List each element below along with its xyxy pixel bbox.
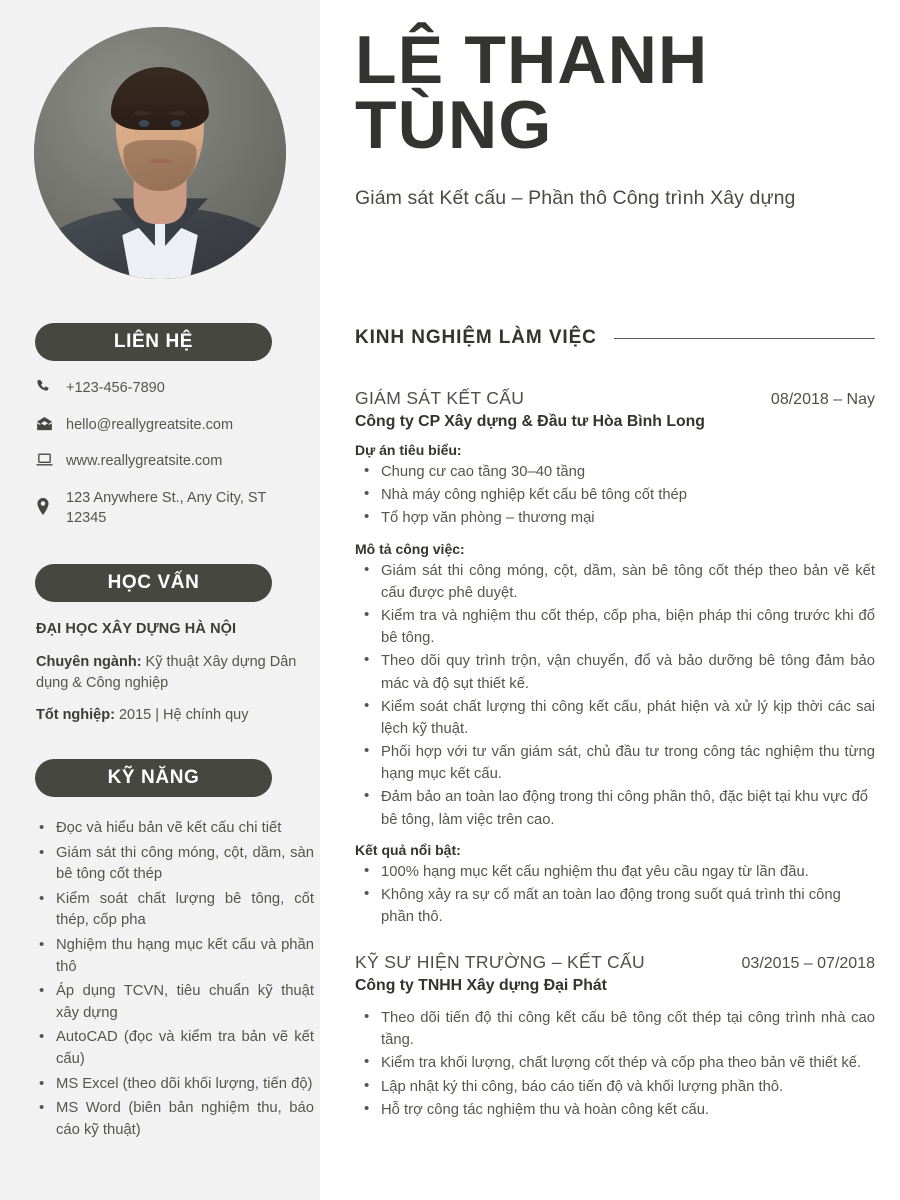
section-header-experience-label: KINH NGHIỆM LÀM VIỆC (355, 327, 597, 348)
experience-duties-label: Mô tả công việc: (355, 540, 465, 557)
skill-item: • Áp dụng TCVN, tiêu chuẩn kỹ thuật xây dựng (36, 981, 314, 1024)
name-line-2: TÙNG (355, 87, 553, 164)
experience-role: GIÁM SÁT KẾT CẤU (355, 388, 525, 408)
contact-phone-value: +123-456-7890 (66, 380, 165, 396)
duty-item: • Phối hợp với tư vấn giám sát, chủ đầu tư trong công tác nghiệm thu từng hạng mục kết cấu. (355, 741, 875, 785)
avatar (34, 27, 286, 279)
experience-duties-list (355, 1007, 875, 1121)
experience-role: KỸ SƯ HIỆN TRƯỜNG – KẾT CẤU (355, 952, 646, 972)
duty-item: • Kiểm tra khối lượng, chất lượng cốt thép và cốp pha theo bản vẽ thiết kế. (355, 1052, 875, 1074)
skill-item: • AutoCAD (đọc và kiểm tra bản vẽ kết cấu) (36, 1027, 314, 1070)
contact-email-value: hello@reallygreatsite.com (66, 416, 234, 433)
duty-item: • Kiểm tra và nghiệm thu cốt thép, cốp pha, biện pháp thi công trước khi đổ bê tông. (355, 605, 875, 649)
section-header-experience (355, 327, 875, 349)
education-major-value: Kỹ thuật Xây dựng Dân dụng & Công nghiệp (36, 654, 297, 692)
skill-item: • Đọc và hiểu bản vẽ kết cấu chi tiết (36, 818, 314, 840)
experience-date: 03/2015 – 07/2018 (741, 955, 875, 972)
page-title (355, 22, 875, 164)
duty-item: • Hỗ trợ công tác nghiệm thu và hoàn công kết cấu. (355, 1099, 875, 1121)
skill-item: • Kiểm soát chất lượng bê tông, cốt thép, cốp pha (36, 889, 314, 932)
duty-item: • Theo dõi tiến độ thi công kết cấu bê tông cốt thép tại công trình nhà cao tầng. (355, 1007, 875, 1051)
experience-company: Công ty TNHH Xây dựng Đại Phát (355, 977, 607, 994)
job-title-subtitle: Giám sát Kết cấu – Phần thô Công trình Xây dựng (355, 186, 796, 209)
experience-entry (355, 388, 875, 929)
result-item: • Không xảy ra sự cố mất an toàn lao động trong suốt quá trình thi công phần thô. (355, 884, 875, 928)
skill-item: • Giám sát thi công móng, cột, dầm, sàn bê tông cốt thép (36, 843, 314, 886)
education-graduation-label: Tốt nghiệp: (36, 707, 115, 724)
duty-item: • Lập nhật ký thi công, báo cáo tiến độ và khối lượng phần thô. (355, 1076, 875, 1098)
experience-date: 08/2018 – Nay (770, 391, 875, 408)
location-icon (36, 488, 66, 515)
section-divider (614, 338, 875, 339)
contact-website-value: www.reallygreatsite.com (66, 453, 223, 470)
experience-header-row (355, 388, 875, 409)
experience-projects-label: Dự án tiêu biểu: (355, 442, 462, 458)
experience-header-row (355, 952, 875, 973)
email-icon (36, 415, 66, 431)
experience-duties-list (355, 560, 875, 831)
experience-results-label: Kết quả nổi bật: (355, 841, 461, 858)
contact-item-email[interactable] (36, 415, 308, 436)
experience-results-list (355, 861, 875, 929)
contact-item-website[interactable] (36, 451, 308, 472)
project-item: • Nhà máy công nghiệp kết cấu bê tông cốt thép (355, 484, 875, 506)
sidebar (0, 0, 320, 1200)
experience-company: Công ty CP Xây dựng & Đầu tư Hòa Bình Long (355, 413, 705, 430)
skill-item: • MS Word (biên bản nghiệm thu, báo cáo kỹ thuật) (36, 1098, 314, 1141)
education-major (36, 652, 310, 694)
skill-item: • MS Excel (theo dõi khối lượng, tiến độ) (36, 1074, 314, 1096)
phone-icon (36, 378, 66, 394)
project-item: • Tổ hợp văn phòng – thương mại (355, 507, 875, 529)
photo-eyebrow-left (134, 111, 152, 115)
contact-list (36, 378, 308, 545)
contact-item-phone[interactable] (36, 378, 308, 399)
section-header-contact: LIÊN HỆ (35, 323, 272, 361)
name-block (355, 22, 875, 210)
name-line-1: LÊ THANH (355, 22, 709, 98)
education-major-label: Chuyên ngành: (36, 654, 142, 671)
photo-eye-left (139, 120, 150, 127)
section-header-skills: KỸ NĂNG (35, 759, 272, 797)
result-item: • 100% hạng mục kết cấu nghiệm thu đạt yêu cầu ngay từ lần đầu. (355, 861, 875, 883)
section-header-education: HỌC VẤN (35, 564, 272, 602)
education-graduation (36, 705, 310, 726)
photo-eye-right (171, 120, 182, 127)
website-icon (36, 451, 66, 467)
education-block (36, 619, 310, 737)
duty-item: • Đảm bảo an toàn lao động trong thi công phần thô, đặc biệt tại khu vực đổ bê tông, làm việc trên cao. (355, 786, 875, 830)
experience-entry (355, 952, 875, 1122)
profile-photo (34, 27, 286, 279)
skills-list (36, 818, 314, 1144)
main-content (320, 0, 900, 1200)
education-graduation-value: 2015 | Hệ chính quy (114, 707, 249, 724)
contact-item-address[interactable] (36, 488, 308, 529)
experience-projects-list (355, 461, 875, 530)
duty-item: • Kiểm soát chất lượng thi công kết cấu, phát hiện và xử lý kịp thời các sai lệch kỹ thuật. (355, 696, 875, 740)
duty-item: • Giám sát thi công móng, cột, dầm, sàn bê tông cốt thép theo bản vẽ kết cấu được phê duyệt. (355, 560, 875, 604)
project-item: • Chung cư cao tầng 30–40 tầng (355, 461, 875, 483)
duty-item: • Theo dõi quy trình trộn, vận chuyển, đổ và bảo dưỡng bê tông đảm bảo mác và độ sụt thiết kế. (355, 650, 875, 694)
contact-address-value: 123 Anywhere St., Any City, ST 12345 (66, 489, 267, 527)
education-school: ĐẠI HỌC XÂY DỰNG HÀ NỘI (36, 621, 237, 637)
photo-mouth (149, 159, 172, 163)
skill-item: • Nghiệm thu hạng mục kết cấu và phần thô (36, 935, 314, 978)
